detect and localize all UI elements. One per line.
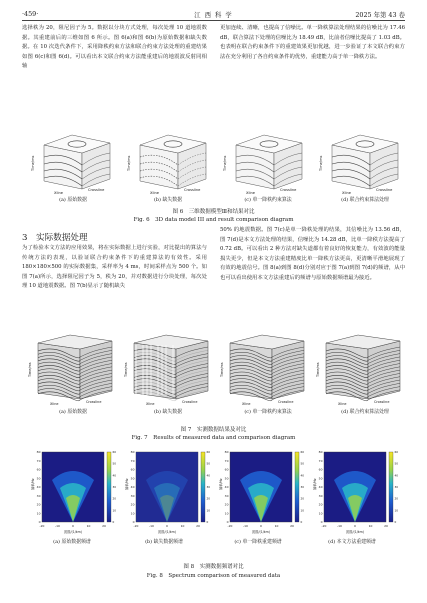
right-mid-paragraph: 50% 的地震数据。图 7(c)是单一降秩处理的结果，其信噪比为 13.56 dB，图 7(d)是本文方法处理的结果，信噪比为 14.28 dB，比单一降秩方法提高了 0.72 dB。可以看出 2 种方法对缺失道都有着良好的恢复能力，有效波的能量损失更少，但是本文方法重建精度比单一降秩方法更高，更清晰平滑地展现了有效的地震信号。图 8(a)到图 8(d)分别对应于图 7(a)到图 7(d)的频谱，从中也可以看出使用本文方法重建后的频谱与原始数据频谱最为接近。 — [220, 227, 405, 281]
fig6-panel-c-label: (c) 单一降秩约束算法 — [244, 197, 292, 203]
axis-label-crossline: Crossline — [88, 188, 105, 192]
axis-label-crossline: Crossline — [184, 188, 201, 192]
spectrum-ytick: 0 — [320, 520, 323, 524]
colorbar-tick: 30 — [206, 485, 211, 489]
spectrum-ytick: 70 — [130, 458, 135, 463]
fig8-panel-d-label: (d) 本文方法重建频谱 — [328, 539, 376, 545]
page-number: ·459· — [22, 10, 39, 18]
fig8-spectrum-3 — [218, 450, 304, 534]
spectrum-xtick: 0 — [354, 524, 356, 528]
spectrum-xtick: 0 — [72, 524, 74, 528]
spectrum-ytick: 40 — [130, 485, 135, 489]
axis-label-time: Time/ms — [28, 362, 32, 377]
colorbar-tick: 20 — [394, 496, 399, 501]
fig6-panel-a-label: (a) 原始数据 — [59, 197, 87, 203]
spectrum-ylabel: 频率/Hz — [31, 478, 35, 490]
spectrum-xtick: -20 — [227, 524, 233, 528]
fig8-spectrum-2 — [124, 450, 210, 534]
colorbar-tick: 20 — [112, 496, 117, 501]
spectrum-ytick: 0 — [226, 520, 229, 524]
fig8-panel-b-label: (b) 缺失数据频谱 — [145, 539, 183, 545]
fig7-block-1 — [28, 335, 112, 406]
spectrum-ytick: 30 — [130, 493, 135, 498]
figure-8 — [20, 448, 408, 558]
spectrum-ytick: 10 — [224, 511, 229, 516]
header-rule — [22, 20, 405, 21]
colorbar-tick: 40 — [206, 473, 211, 478]
fig7-caption-en: Fig. 7 Results of measured data and comparison diagram — [131, 435, 296, 441]
colorbar-tick: 0 — [394, 520, 397, 524]
colorbar-tick: 30 — [300, 485, 305, 489]
fig6-caption-en: Fig. 6 3D data model III and result comparison diagram — [133, 217, 294, 223]
spectrum-xtick: -10 — [243, 524, 248, 528]
fig6-panel-d-label: (d) 联合约束算法处理 — [341, 197, 389, 203]
spectrum-ytick: 50 — [36, 476, 41, 481]
colorbar-tick: 0 — [112, 520, 115, 524]
spectrum-ytick: 30 — [36, 493, 41, 498]
spectrum-xtick: 20 — [102, 524, 106, 528]
spectrum-ytick: 60 — [36, 467, 41, 472]
fig6-panel-b-label: (b) 缺失数据 — [153, 197, 183, 203]
fig6-cube-4 — [319, 135, 398, 195]
figure-7 — [20, 331, 408, 423]
colorbar-tick: 50 — [112, 461, 117, 466]
seismic-front-face — [134, 343, 176, 399]
axis-label-time: Time/ms — [316, 362, 320, 377]
seismic-front-face — [38, 343, 80, 399]
axis-label-crossline: Crossline — [280, 188, 297, 192]
spectrum-xtick: -20 — [321, 524, 327, 528]
axis-label-time: Time/ms — [319, 155, 323, 171]
spectrum-xlabel: 波数/(1/km) — [64, 530, 82, 534]
spectrum-xtick: 0 — [260, 524, 262, 528]
axis-label-xline: Xline — [342, 191, 351, 195]
axis-label-time: Time/ms — [127, 155, 131, 171]
colorbar-tick: 40 — [300, 473, 305, 478]
spectrum-xtick: 10 — [368, 524, 373, 528]
spectrum-ytick: 10 — [130, 511, 135, 516]
issue-info: 2025 年第 43 卷 — [355, 11, 405, 19]
spectrum-ytick: 0 — [132, 520, 135, 524]
fig7-caption-cn: 图 7 实测数据结果及对比 — [180, 427, 247, 433]
axis-label-time: Time/ms — [223, 155, 227, 171]
spectrum-ytick: 20 — [36, 502, 41, 507]
spectrum-ytick: 60 — [224, 467, 229, 472]
colorbar-tick: 60 — [206, 450, 211, 454]
spectrum-xlabel: 波数/(1/km) — [252, 530, 270, 534]
spectrum-ytick: 30 — [224, 493, 229, 498]
fig8-caption-en: Fig. 8 Spectrum comparison of measured data — [146, 573, 281, 579]
spectrum-colorbar — [389, 452, 393, 522]
fig7-panel-a-label: (a) 原始数据 — [59, 409, 87, 415]
axis-label-xline: Xline — [150, 191, 159, 195]
fig8-spectrum-4 — [312, 450, 398, 534]
spectrum-xtick: 20 — [196, 524, 200, 528]
spectrum-ytick: 70 — [36, 458, 41, 463]
fig8-panel-a-label: (a) 原始数据频谱 — [53, 539, 91, 545]
left-top-paragraph: 选择秩为 20，阻尼因子为 5。数据以分块方式处理，每次处理 10 道地震数据。其重建前后的三维如图 6 所示。图 6(a)和图 6(b)为原始数据和缺失数据。在 10 次迭代条件下，采用降秩约束方法和联合约束方法处理的重建结果如图 6(c)和图 6(d)。可以看出本文联合约束方法能重建后的地震波反射同相轴 — [22, 25, 207, 70]
spectrum-xtick: -10 — [337, 524, 342, 528]
fig7-block-4 — [316, 335, 400, 406]
figure-7-graphics — [20, 331, 408, 407]
colorbar-tick: 20 — [206, 496, 211, 501]
colorbar-tick: 50 — [206, 461, 211, 466]
spectrum-xlabel: 波数/(1/km) — [158, 530, 176, 534]
fig6-caption-cn: 图 6 三维数据模型Ⅲ和结果对比 — [172, 209, 255, 215]
seismic-front-face — [230, 343, 272, 399]
spectrum-ytick: 10 — [36, 511, 41, 516]
fig7-panel-c-label: (c) 单一降秩约束算法 — [244, 409, 292, 415]
axis-label-time: Time/ms — [31, 155, 35, 171]
colorbar-tick: 10 — [300, 508, 305, 513]
axis-label-crossline: Crossline — [278, 400, 294, 404]
spectrum-ytick: 50 — [130, 476, 135, 481]
colorbar-tick: 10 — [112, 508, 117, 513]
colorbar-tick: 50 — [394, 461, 399, 466]
left-mid-paragraph: 为了检验本文方法的应用效果，将在实际数据上进行实验，对比提出的算法与传统方法的表现，以验证联合约束条件下的重建算法的有效性。采用 180×180×500 的实际数据集，采样率为 4 ms，时间采样点为 500 个。如图 7(a)所示，选择阻尼因子为 5，秩为 20，并对数据进行分块处理，每次处理 10 道地震数据。图 7(b)显示了随机缺失 — [22, 245, 207, 290]
colorbar-tick: 60 — [300, 450, 305, 454]
fig7-block-2 — [124, 335, 208, 406]
axis-label-xline: Xline — [242, 402, 251, 406]
spectrum-ytick: 70 — [318, 458, 323, 463]
fig6-cube-3 — [223, 135, 302, 195]
colorbar-tick: 60 — [112, 450, 117, 454]
spectrum-xtick: 20 — [384, 524, 388, 528]
spectrum-ytick: 50 — [318, 476, 323, 481]
spectrum-ylabel: 频率/Hz — [125, 478, 129, 490]
spectrum-ytick: 70 — [224, 458, 229, 463]
spectrum-ytick: 0 — [38, 520, 41, 524]
spectrum-colorbar — [107, 452, 111, 522]
spectrum-xtick: 10 — [86, 524, 91, 528]
spectrum-noise — [136, 452, 198, 522]
spectrum-xtick: -10 — [55, 524, 60, 528]
spectrum-ylabel: 频率/Hz — [313, 478, 317, 490]
spectrum-xtick: 10 — [274, 524, 279, 528]
spectrum-ylabel: 频率/Hz — [219, 478, 223, 490]
spectrum-ytick: 10 — [318, 511, 323, 516]
colorbar-tick: 10 — [206, 508, 211, 513]
spectrum-ytick: 60 — [130, 467, 135, 472]
spectrum-ytick: 40 — [36, 485, 41, 489]
spectrum-ytick: 20 — [224, 502, 229, 507]
axis-label-xline: Xline — [54, 191, 63, 195]
right-top-paragraph: 更加连续、清晰，也提高了信噪比。单一降秩算法处理结果的信噪比为 17.46 dB，联合算法下处理的信噪比为 18.49 dB，比前者信噪比提高了 1.03 dB。也表明在联合约束条件下的重建效果更加优越，进一步验证了本文联合约束方法在充分利用了各自约束条件的优势，重建能力高于单一降秩方法。 — [220, 25, 405, 60]
figure-6-graphics — [20, 127, 408, 195]
fig7-block-3 — [220, 335, 304, 406]
axis-label-xline: Xline — [246, 191, 255, 195]
spectrum-ytick: 80 — [224, 450, 229, 454]
spectrum-ytick: 20 — [130, 502, 135, 507]
colorbar-tick: 10 — [394, 508, 399, 513]
spectrum-xtick: 10 — [180, 524, 185, 528]
section-3-title: 3 实际数据处理 — [22, 233, 88, 243]
axis-label-crossline: Crossline — [376, 188, 393, 192]
spectrum-xtick: -10 — [149, 524, 154, 528]
spectrum-ytick: 20 — [318, 502, 323, 507]
axis-label-crossline: Crossline — [374, 400, 390, 404]
spectrum-xlabel: 波数/(1/km) — [346, 530, 364, 534]
fig8-caption-cn: 图 8 实测数据频谱对比 — [183, 564, 244, 570]
figure-8-graphics — [20, 448, 408, 536]
axis-label-xline: Xline — [146, 402, 155, 406]
fig6-cube-2 — [127, 135, 206, 195]
fig7-panel-d-label: (d) 联合约束算法处理 — [341, 409, 389, 415]
spectrum-colorbar — [295, 452, 299, 522]
colorbar-tick: 0 — [206, 520, 209, 524]
fig8-spectrum-1 — [30, 450, 116, 534]
axis-label-time: Time/ms — [220, 362, 224, 377]
colorbar-tick: 20 — [300, 496, 305, 501]
spectrum-ytick: 60 — [318, 467, 323, 472]
fig6-cube-1 — [31, 135, 110, 195]
spectrum-ytick: 80 — [318, 450, 323, 454]
fig7-panel-b-label: (b) 缺失数据 — [153, 409, 183, 415]
colorbar-tick: 40 — [394, 473, 399, 478]
fig8-panel-c-label: (c) 单一降秩重建频谱 — [234, 539, 282, 545]
seismic-front-face — [326, 343, 368, 399]
figure-6 — [20, 127, 408, 205]
spectrum-ytick: 80 — [130, 450, 135, 454]
spectrum-colorbar — [201, 452, 205, 522]
spectrum-ytick: 50 — [224, 476, 229, 481]
colorbar-tick: 60 — [394, 450, 399, 454]
spectrum-ytick: 80 — [36, 450, 41, 454]
axis-label-xline: Xline — [50, 402, 59, 406]
colorbar-tick: 30 — [394, 485, 399, 489]
axis-label-crossline: Crossline — [182, 400, 198, 404]
journal-name: 江 西 科 学 — [194, 11, 233, 19]
colorbar-tick: 40 — [112, 473, 117, 478]
colorbar-tick: 30 — [112, 485, 117, 489]
spectrum-xtick: 20 — [290, 524, 294, 528]
axis-label-time: Time/ms — [124, 362, 128, 377]
colorbar-tick: 50 — [300, 461, 305, 466]
spectrum-xtick: -20 — [133, 524, 139, 528]
spectrum-xtick: 0 — [166, 524, 168, 528]
spectrum-ytick: 30 — [318, 493, 323, 498]
spectrum-ytick: 40 — [318, 485, 323, 489]
colorbar-tick: 0 — [300, 520, 303, 524]
spectrum-xtick: -20 — [39, 524, 45, 528]
axis-label-crossline: Crossline — [86, 400, 102, 404]
spectrum-ytick: 40 — [224, 485, 229, 489]
axis-label-xline: Xline — [338, 402, 347, 406]
